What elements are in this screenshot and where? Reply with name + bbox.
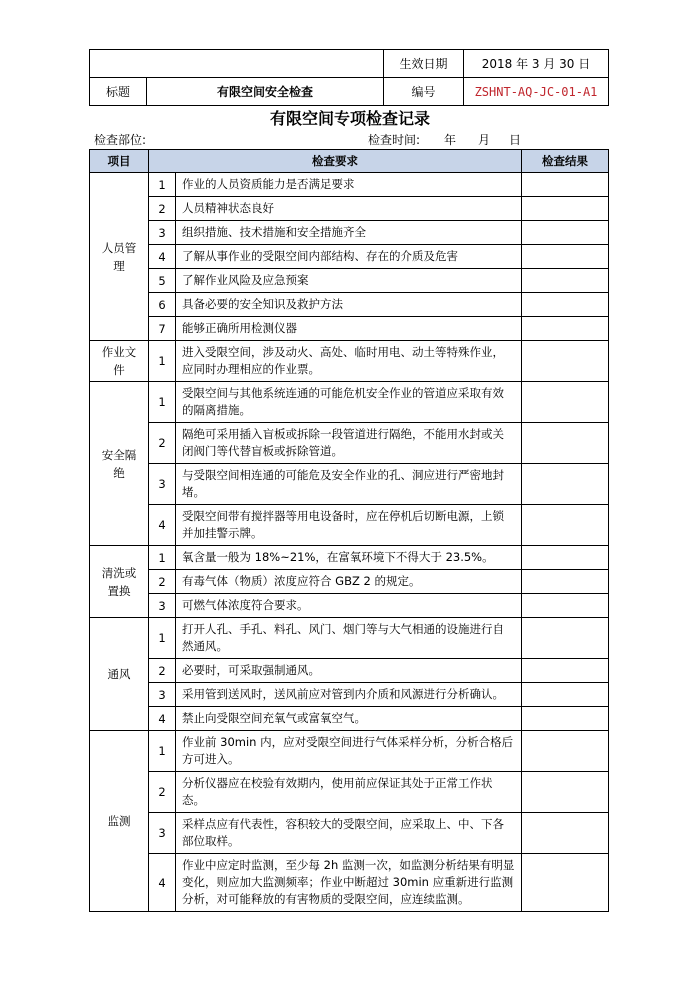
row-number: 6 [149,293,176,317]
table-row [90,423,609,464]
row-number: 3 [149,464,176,505]
table-row [90,221,609,245]
row-number: 3 [149,594,176,618]
table-row [90,464,609,505]
table-row [90,731,609,772]
requirement-text: 氧含量一般为 18%~21%，在富氧环境下不得大于 23.5%。 [176,546,522,570]
row-number: 1 [149,546,176,570]
row-number: 1 [149,173,176,197]
table-row [90,197,609,221]
requirement-text: 组织措施、技术措施和安全措施齐全 [176,221,522,245]
row-number: 2 [149,570,176,594]
requirement-text: 有毒气体（物质）浓度应符合 GBZ 2 的规定。 [176,570,522,594]
row-number: 3 [149,813,176,854]
result-cell[interactable] [522,594,609,618]
requirement-text: 隔绝可采用插入盲板或拆除一段管道进行隔绝，不能用水封或关闭阀门等代替盲板或拆除管道。 [176,423,522,464]
table-row [90,341,609,382]
row-number: 5 [149,269,176,293]
result-cell[interactable] [522,659,609,683]
table-row [90,245,609,269]
category-cell: 作业文件 [90,341,149,382]
row-number: 1 [149,341,176,382]
row-number: 1 [149,382,176,423]
result-cell[interactable] [522,707,609,731]
day-label: 日 [509,133,522,147]
code-label: 编号 [384,78,464,106]
result-cell[interactable] [522,546,609,570]
result-cell[interactable] [522,173,609,197]
row-number: 3 [149,221,176,245]
row-number: 4 [149,505,176,546]
code-value: ZSHNT-AQ-JC-01-A1 [464,78,609,106]
table-row [90,505,609,546]
requirement-text: 打开人孔、手孔、料孔、风门、烟门等与大气相通的设施进行自然通风。 [176,618,522,659]
table-row [90,546,609,570]
result-cell[interactable] [522,464,609,505]
result-cell[interactable] [522,293,609,317]
result-cell[interactable] [522,731,609,772]
title-label: 标题 [90,78,147,106]
table-row [90,854,609,912]
requirement-text: 采用管到送风时，送风前应对管到内介质和风源进行分析确认。 [176,683,522,707]
requirement-text: 受限空间与其他系统连通的可能危机安全作业的管道应采取有效的隔离措施。 [176,382,522,423]
row-number: 1 [149,618,176,659]
result-cell[interactable] [522,854,609,912]
row-number: 2 [149,659,176,683]
requirement-text: 了解从事作业的受限空间内部结构、存在的介质及危害 [176,245,522,269]
header-blank [90,50,384,78]
document-header-table [89,49,609,106]
table-row [90,173,609,197]
requirement-text: 了解作业风险及应急预案 [176,269,522,293]
result-cell[interactable] [522,570,609,594]
result-cell[interactable] [522,382,609,423]
result-cell[interactable] [522,618,609,659]
row-number: 4 [149,854,176,912]
effective-date-value: 2018 年 3 月 30 日 [464,50,609,78]
row-number: 7 [149,317,176,341]
table-row [90,659,609,683]
table-row [90,772,609,813]
result-cell[interactable] [522,683,609,707]
result-cell[interactable] [522,772,609,813]
category-cell: 人员管理 [90,173,149,341]
requirement-text: 禁止向受限空间充氧气或富氧空气。 [176,707,522,731]
result-cell[interactable] [522,197,609,221]
requirement-text: 受限空间带有搅拌器等用电设备时，应在停机后切断电源，上锁并加挂警示牌。 [176,505,522,546]
result-cell[interactable] [522,317,609,341]
result-cell[interactable] [522,269,609,293]
document-title: 有限空间专项检查记录 [269,109,430,128]
result-cell[interactable] [522,813,609,854]
requirement-text: 采样点应有代表性，容积较大的受限空间，应采取上、中、下各部位取样。 [176,813,522,854]
effective-date-label: 生效日期 [384,50,464,78]
row-number: 3 [149,683,176,707]
requirement-text: 必要时，可采取强制通风。 [176,659,522,683]
title-value: 有限空间安全检查 [147,78,384,106]
year-label: 年 [444,133,457,147]
requirement-text: 作业中应定时监测，至少每 2h 监测一次，如监测分析结果有明显变化，则应加大监测频率；作业中断超过 30min 应重新进行监测分析，对可能释放的有害物质的受限空间，应连续监测。 [176,854,522,912]
inspection-table [89,149,609,912]
row-number: 1 [149,731,176,772]
requirement-text: 作业的人员资质能力是否满足要求 [176,173,522,197]
requirement-text: 进入受限空间，涉及动火、高处、临时用电、动土等特殊作业，应同时办理相应的作业票。 [176,341,522,382]
inspection-time-label: 检查时间: [368,133,421,147]
table-row [90,293,609,317]
table-row [90,707,609,731]
column-header-item: 项目 [90,150,149,173]
result-cell[interactable] [522,423,609,464]
result-cell[interactable] [522,245,609,269]
requirement-text: 人员精神状态良好 [176,197,522,221]
inspection-dept-label: 检查部位: [94,133,147,147]
column-header-result: 检查结果 [522,150,609,173]
row-number: 4 [149,707,176,731]
result-cell[interactable] [522,341,609,382]
requirement-text: 可燃气体浓度符合要求。 [176,594,522,618]
row-number: 4 [149,245,176,269]
requirement-text: 与受限空间相连通的可能危及安全作业的孔、洞应进行严密地封堵。 [176,464,522,505]
category-cell: 监测 [90,731,149,912]
category-cell: 安全隔绝 [90,382,149,546]
result-cell[interactable] [522,221,609,245]
requirement-text: 能够正确所用检测仪器 [176,317,522,341]
table-row [90,317,609,341]
row-number: 2 [149,197,176,221]
table-row [90,813,609,854]
column-header-requirement: 检查要求 [149,150,522,173]
row-number: 2 [149,423,176,464]
requirement-text: 作业前 30min 内，应对受限空间进行气体采样分析，分析合格后方可进入。 [176,731,522,772]
table-row [90,594,609,618]
requirement-text: 具备必要的安全知识及救护方法 [176,293,522,317]
table-row [90,269,609,293]
category-cell: 通风 [90,618,149,731]
category-cell: 清洗或置换 [90,546,149,618]
table-row [90,570,609,594]
table-row [90,683,609,707]
month-label: 月 [478,133,491,147]
row-number: 2 [149,772,176,813]
result-cell[interactable] [522,505,609,546]
table-row [90,618,609,659]
requirement-text: 分析仪器应在校验有效期内，使用前应保证其处于正常工作状态。 [176,772,522,813]
table-row [90,382,609,423]
